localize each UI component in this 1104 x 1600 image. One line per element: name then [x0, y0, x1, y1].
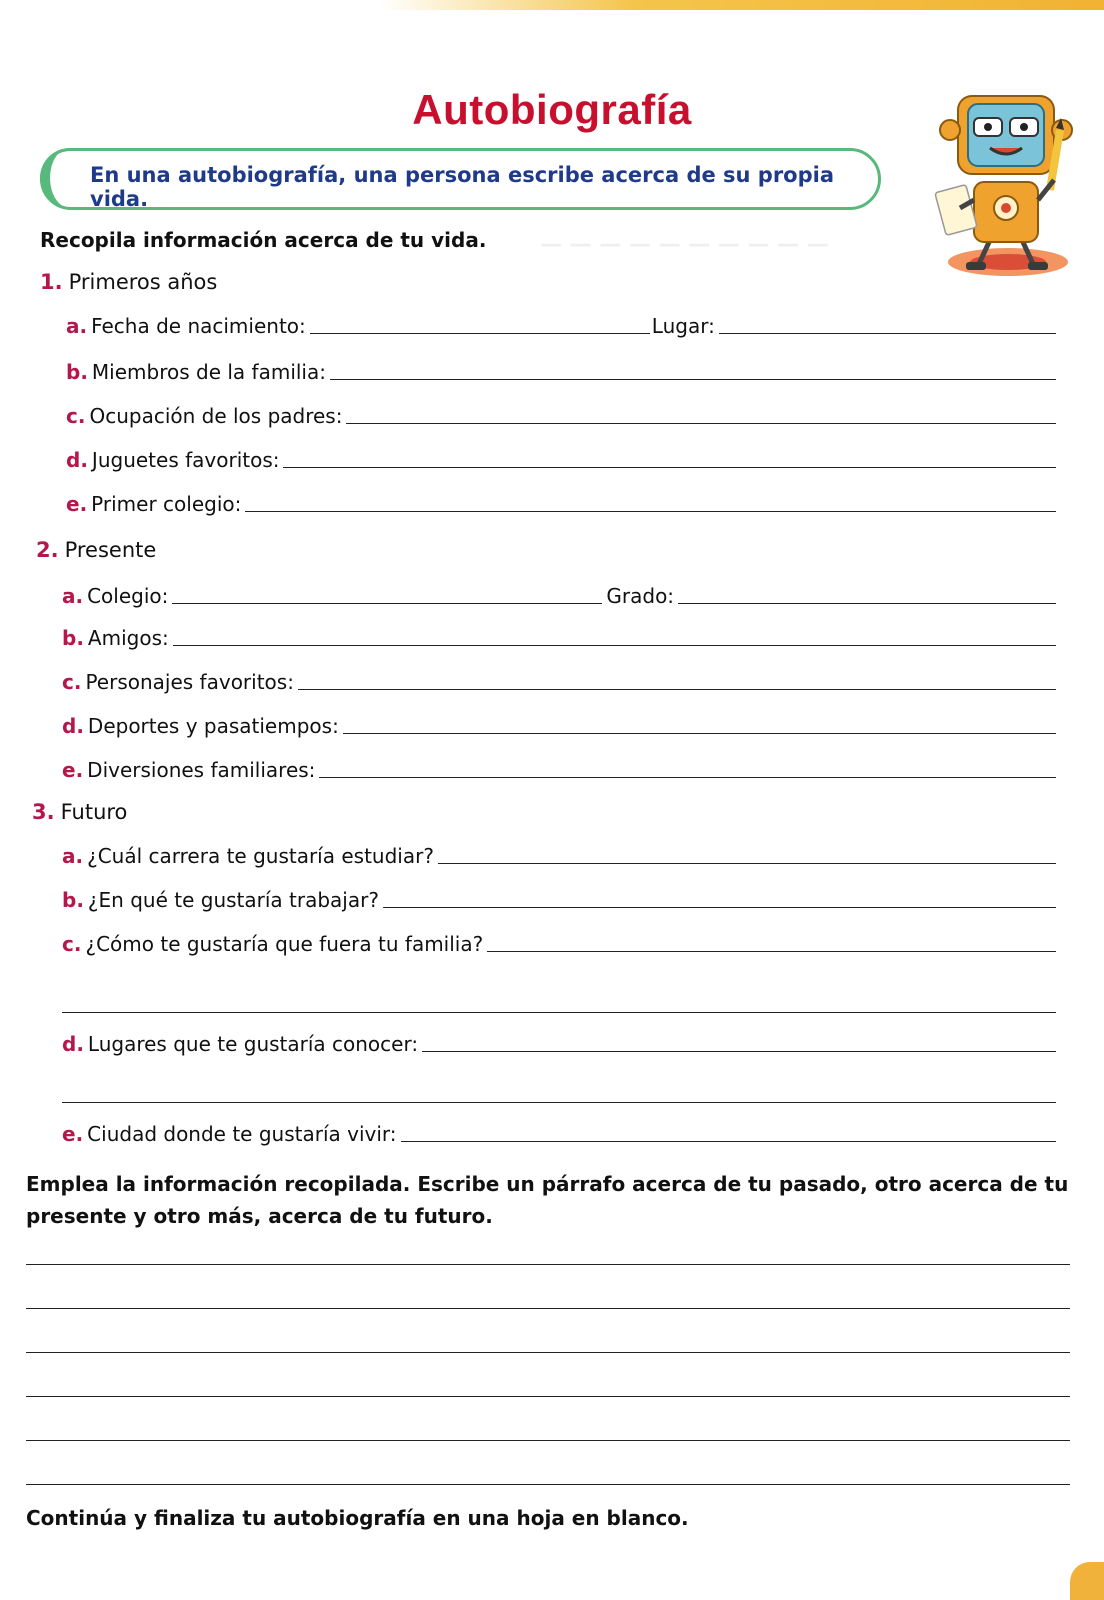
field-row-career [62, 838, 1056, 868]
places-extra-line[interactable] [62, 1102, 1056, 1103]
item-letter: e. [62, 758, 84, 782]
item-letter: b. [66, 360, 88, 384]
field-row-family-fun [62, 752, 1056, 782]
item-label: Miembros de la familia: [91, 360, 326, 384]
item-letter: b. [62, 626, 84, 650]
item-letter: e. [66, 492, 88, 516]
item-label: Personajes favoritos: [85, 670, 294, 694]
field-row-sports [62, 708, 1056, 738]
field-row-characters [62, 664, 1056, 694]
sports-answer-line[interactable] [343, 732, 1056, 734]
field-row-future-family [62, 926, 1056, 956]
section-title: Futuro [60, 800, 128, 824]
item-label: Amigos: [87, 626, 169, 650]
section-title: Presente [64, 538, 157, 562]
top-decorative-strip [380, 0, 1104, 10]
section-title: Primeros años [68, 270, 218, 294]
banner-text: En una autobiografía, una persona escribe acerca de su propia vida. [90, 163, 835, 211]
birthdate-answer-line[interactable] [310, 332, 650, 334]
instruction-write: Emplea la información recopilada. Escribe un párrafo acerca de tu pasado, otro acerca de tu presente y otro más, acerca de tu futuro. [26, 1172, 1069, 1228]
item-label: Lugares que te gustaría conocer: [87, 1032, 419, 1056]
field-row-birth [66, 308, 1056, 338]
section-heading-2 [36, 538, 156, 562]
future-family-answer-line[interactable] [487, 950, 1056, 952]
writing-line-2[interactable] [26, 1308, 1070, 1309]
section-heading-3 [32, 800, 127, 824]
item-label: Ocupación de los padres: [89, 404, 343, 428]
item-letter: a. [66, 314, 88, 338]
item-label: Juguetes favoritos: [91, 448, 280, 472]
family-answer-line[interactable] [330, 378, 1056, 380]
item-letter: b. [62, 888, 84, 912]
toys-answer-line[interactable] [283, 466, 1056, 468]
corner-decoration [1070, 1562, 1104, 1600]
page-title: Autobiografía [412, 86, 692, 133]
section-number: 3. [32, 800, 55, 824]
writing-line-3[interactable] [26, 1352, 1070, 1353]
item-label: Ciudad donde te gustaría vivir: [87, 1122, 397, 1146]
item-letter: a. [62, 584, 84, 608]
birthplace-answer-line[interactable] [719, 332, 1056, 334]
field-row-city [62, 1116, 1056, 1146]
writing-line-6[interactable] [26, 1484, 1070, 1485]
instruction-collect: Recopila información acerca de tu vida. [40, 228, 487, 252]
item-letter: d. [62, 714, 84, 738]
places-answer-line[interactable] [422, 1050, 1056, 1052]
item-letter: c. [62, 670, 82, 694]
field-row-friends [62, 620, 1056, 650]
work-answer-line[interactable] [383, 906, 1056, 908]
item-letter: a. [62, 844, 84, 868]
item-label: Colegio: [87, 584, 169, 608]
field-row-first-school [66, 486, 1056, 516]
first-school-answer-line[interactable] [245, 510, 1056, 512]
item-extra-label: Lugar: [651, 314, 715, 338]
writing-line-5[interactable] [26, 1440, 1070, 1441]
field-row-parents [66, 398, 1056, 428]
item-label: Primer colegio: [91, 492, 242, 516]
future-family-extra-line[interactable] [62, 1012, 1056, 1013]
school-answer-line[interactable] [172, 602, 602, 604]
field-row-family [66, 354, 1056, 384]
writing-line-4[interactable] [26, 1396, 1070, 1397]
characters-answer-line[interactable] [298, 688, 1056, 690]
writing-line-1[interactable] [26, 1264, 1070, 1265]
friends-answer-line[interactable] [173, 644, 1056, 646]
closing-instruction: Continúa y finaliza tu autobiografía en una hoja en blanco. [26, 1506, 689, 1530]
field-row-toys [66, 442, 1056, 472]
item-label: ¿Cuál carrera te gustaría estudiar? [87, 844, 434, 868]
family-fun-answer-line[interactable] [319, 776, 1056, 778]
bleedthrough-decoration: — — — — — — — — — — [540, 232, 829, 257]
item-label: Deportes y pasatiempos: [87, 714, 339, 738]
grade-answer-line[interactable] [678, 602, 1056, 604]
field-row-work [62, 882, 1056, 912]
section-number: 2. [36, 538, 59, 562]
item-letter: d. [62, 1032, 84, 1056]
item-label: ¿En qué te gustaría trabajar? [87, 888, 379, 912]
item-label: Fecha de nacimiento: [91, 314, 306, 338]
item-letter: e. [62, 1122, 84, 1146]
item-letter: c. [62, 932, 82, 956]
field-row-school [62, 578, 1056, 608]
city-answer-line[interactable] [401, 1140, 1056, 1142]
robot-illustration-icon [930, 90, 1080, 290]
career-answer-line[interactable] [438, 862, 1056, 864]
item-letter: c. [66, 404, 86, 428]
field-row-places [62, 1026, 1056, 1056]
item-label: ¿Cómo te gustaría que fuera tu familia? [85, 932, 484, 956]
item-extra-label: Grado: [606, 584, 675, 608]
item-label: Diversiones familiares: [87, 758, 316, 782]
parents-answer-line[interactable] [346, 422, 1056, 424]
section-number: 1. [40, 270, 63, 294]
item-letter: d. [66, 448, 88, 472]
section-heading-1 [40, 270, 217, 294]
